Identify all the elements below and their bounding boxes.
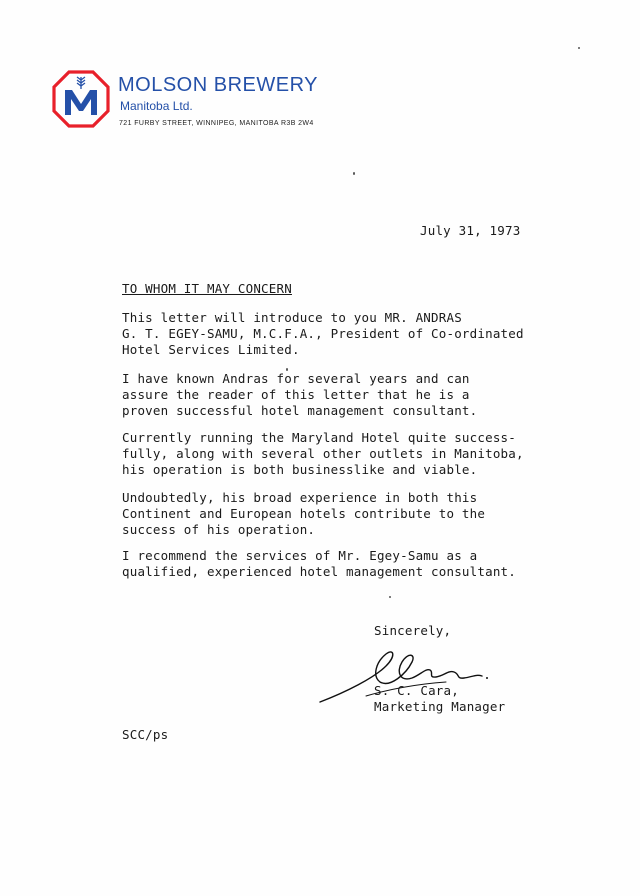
letter-date: July 31, 1973 bbox=[420, 223, 521, 238]
scan-speck bbox=[389, 596, 391, 598]
molson-m-logo-icon bbox=[52, 70, 110, 128]
scan-speck bbox=[578, 47, 580, 49]
signer-name: S. C. Cara, bbox=[374, 683, 459, 698]
paragraph-line: Currently running the Maryland Hotel quite success- bbox=[122, 430, 517, 445]
scan-speck bbox=[286, 368, 288, 371]
paragraph-line: qualified, experienced hotel management consultant. bbox=[122, 564, 517, 579]
paragraph-acquaintance bbox=[122, 371, 542, 419]
paragraph-line: G. T. EGEY-SAMU, M.C.F.A., President of Co-ordinated bbox=[122, 326, 524, 341]
company-division: Manitoba Ltd. bbox=[120, 99, 193, 113]
reference-initials: SCC/ps bbox=[122, 727, 169, 742]
paragraph-line: This letter will introduce to you MR. ANDRAS bbox=[122, 310, 462, 325]
paragraph-line: Hotel Services Limited. bbox=[122, 342, 300, 357]
company-name: MOLSON BREWERY bbox=[118, 74, 318, 96]
paragraph-line: I recommend the services of Mr. Egey-Samu as a bbox=[122, 548, 478, 563]
paragraph-line: assure the reader of this letter that he is a bbox=[122, 387, 470, 402]
signer-title: Marketing Manager bbox=[374, 699, 506, 714]
paragraph-experience bbox=[122, 490, 542, 538]
paragraph-line: Continent and European hotels contribute to the bbox=[122, 506, 486, 521]
scan-speck bbox=[353, 172, 355, 175]
paragraph-line: success of his operation. bbox=[122, 522, 316, 537]
paragraph-introduction bbox=[122, 310, 542, 358]
paragraph-line: proven successful hotel management consultant. bbox=[122, 403, 478, 418]
paragraph-line: Undoubtedly, his broad experience in both this bbox=[122, 490, 478, 505]
paragraph-line: his operation is both businesslike and viable. bbox=[122, 462, 478, 477]
closing: Sincerely, bbox=[374, 623, 452, 638]
paragraph-line: I have known Andras for several years and can bbox=[122, 371, 470, 386]
paragraph-recommendation bbox=[122, 548, 542, 580]
paragraph-line: fully, along with several other outlets in Manitoba, bbox=[122, 446, 524, 461]
salutation: TO WHOM IT MAY CONCERN bbox=[122, 281, 292, 296]
company-address: 721 FURBY STREET, WINNIPEG, MANITOBA R3B 2W4 bbox=[119, 120, 314, 127]
paragraph-current-operation bbox=[122, 430, 542, 478]
